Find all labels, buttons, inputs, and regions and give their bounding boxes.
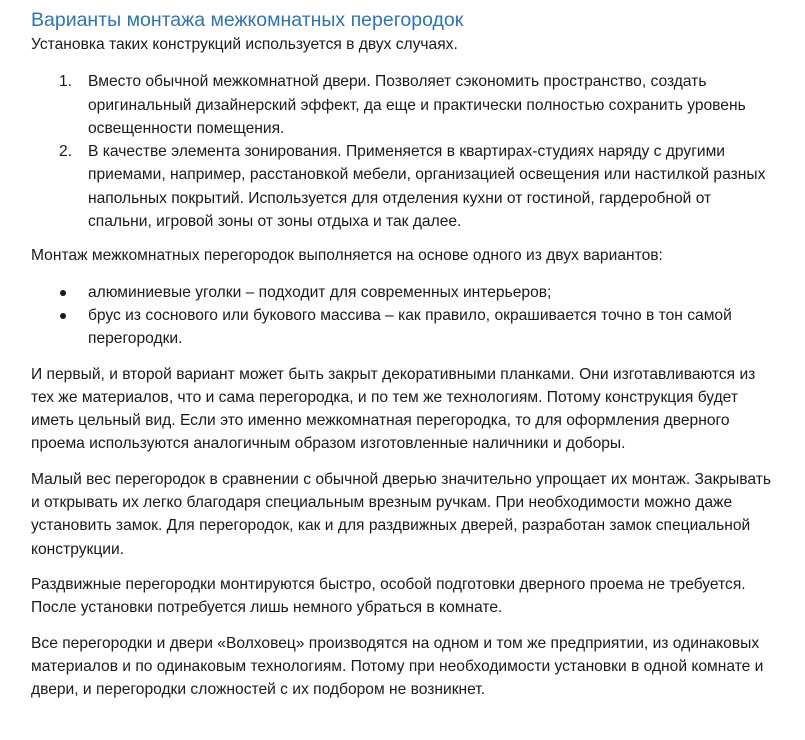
list-item-text: брус из соснового или букового массива – как правило, окрашивается точно в тон самой перегородки. xyxy=(88,306,732,348)
bullet-list-item xyxy=(31,281,777,304)
intro-paragraph: Установка таких конструкций используется в двух случаях. xyxy=(31,36,458,53)
list-item-text: Вместо обычной межкомнатной двери. Позволяет сэкономить пространство, создать оригинальный дизайнерский эффект, да еще и практически полностью сохранить уровень освещенности помещения. xyxy=(88,73,746,137)
ordered-list-item xyxy=(31,70,777,140)
body-paragraph: Малый вес перегородок в сравнении с обычной дверью значительно упрощает их монтаж. Закрывать и открывать их легко благодаря специальным врезным ручкам. При необходимости можно даже установить замок. Для перегородок, как и для раздвижных дверей, разработан замок специальной конструкции. xyxy=(31,470,771,558)
variants-intro-paragraph: Монтаж межкомнатных перегородок выполняется на основе одного из двух вариантов: xyxy=(31,247,663,265)
ordered-list xyxy=(31,70,777,233)
bullet-list-item xyxy=(31,304,777,351)
list-item-text: алюминиевые уголки – подходит для современных интерьеров; xyxy=(88,283,552,301)
document-heading: Варианты монтажа межкомнатных перегородок xyxy=(31,9,464,31)
list-number: 2. xyxy=(59,143,73,161)
list-number: 1. xyxy=(59,73,73,91)
bullet-icon xyxy=(60,313,66,319)
body-paragraph: И первый, и второй вариант может быть закрыт декоративными планками. Они изготавливаются из тех же материалов, что и сама перегородка, и по тем же технологиям. Потому конструкция будет иметь цельный вид. Если это именно межкомнатная перегородка, то для оформления дверного проема используются аналогичным образом изготовленные наличники и доборы. xyxy=(31,365,756,453)
bullet-list xyxy=(31,281,777,351)
ordered-list-item xyxy=(31,140,777,233)
body-paragraph: Раздвижные перегородки монтируются быстро, особой подготовки дверного проема не требуется. После установки потребуется лишь немного убраться в комнате. xyxy=(31,575,746,617)
body-paragraph: Все перегородки и двери «Волховец» производятся на одном и том же предприятии, из одинаковых материалов и по одинаковым технологиям. Потому при необходимости установки в одной комнате и двери, и перегородки сложностей с их подбором не возникнет. xyxy=(31,634,764,699)
list-item-text: В качестве элемента зонирования. Применяется в квартирах-студиях наряду с другими приемами, например, расстановкой мебели, организацией освещения или настилкой разных напольных покрытий. Используется для отделения кухни от гостиной, гардеробной от спальни, игровой зоны от зоны отдыха и так далее. xyxy=(88,143,766,231)
bullet-icon xyxy=(60,290,66,296)
